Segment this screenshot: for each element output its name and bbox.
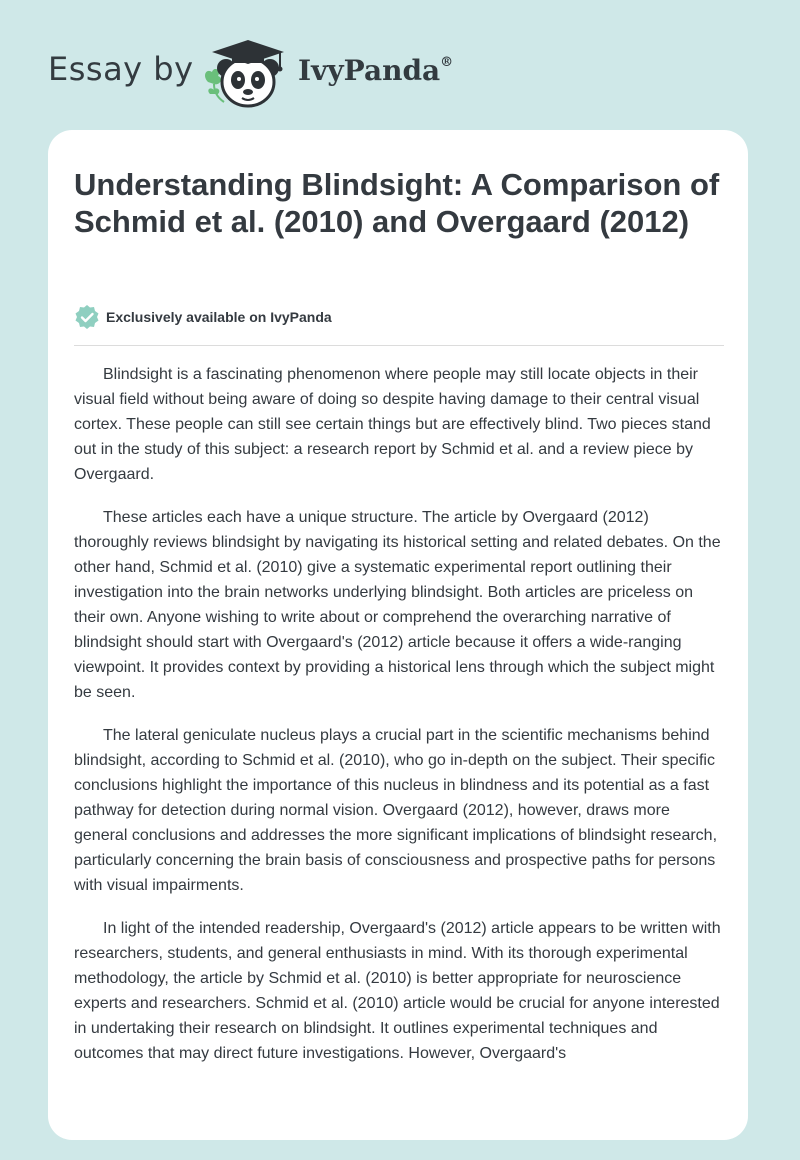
- registered-mark: ®: [440, 55, 454, 70]
- paragraph: Blindsight is a fascinating phenomenon where people may still locate objects in their visual field without being aware of doing so despite having damage to their central visual cortex. These people can still see certain things but are effectively blind. Two pieces stand out in the study of this subject: a research report by Schmid et al. and a review piece by Overgaard.: [74, 366, 711, 483]
- paragraph: The lateral geniculate nucleus plays a crucial part in the scientific mechanisms behind blindsight, according to Schmid et al. (2010), who go in-depth on the subject. Their specific conclusions highlight the importance of this nucleus in blindness and its potential as a fast pathway for detection during normal vision. Overgaard (2012), however, draws more general conclusions and addresses the more significant implications of blindsight research, particularly concerning the brain basis of consciousness and prospective paths for persons with visual impairments.: [74, 727, 718, 894]
- essay-card: [48, 130, 748, 1140]
- brand-name[interactable]: IvyPanda®: [298, 54, 454, 87]
- check-icon: [74, 304, 100, 330]
- exclusive-badge: [74, 304, 332, 330]
- badge-label: Exclusively available on IvyPanda: [106, 309, 332, 325]
- panda-logo-icon[interactable]: [200, 38, 296, 110]
- paragraph: In light of the intended readership, Overgaard's (2012) article appears to be written with researchers, students, and general enthusiasts in mind. With its thorough experimental methodology, the article by Schmid et al. (2010) is better appropriate for neuroscience experts and researchers. Schmid et al. (2010) article would be crucial for anyone interested in undertaking their research on blindsight. It outlines experimental techniques and outcomes that may direct future investigations. However, Overgaard's: [74, 920, 721, 1062]
- page-title: Understanding Blindsight: A Comparison of Schmid et al. (2010) and Overgaard (2012): [74, 167, 720, 239]
- essay-by-label: Essay by: [48, 50, 194, 88]
- essay-body: [74, 362, 726, 1084]
- divider: [74, 345, 724, 346]
- site-header: [0, 0, 800, 130]
- paragraph: These articles each have a unique structure. The article by Overgaard (2012) thoroughly reviews blindsight by navigating its historical setting and related debates. On the other hand, Schmid et al. (2010) give a systematic experimental report outlining their investigation into the brain networks underlying blindsight. Both articles are priceless on their own. Anyone wishing to write about or comprehend the overarching narrative of blindsight should start with Overgaard's (2012) article because it offers a wide-ranging viewpoint. It provides context by providing a historical lens through which the subject might be seen.: [74, 509, 721, 701]
